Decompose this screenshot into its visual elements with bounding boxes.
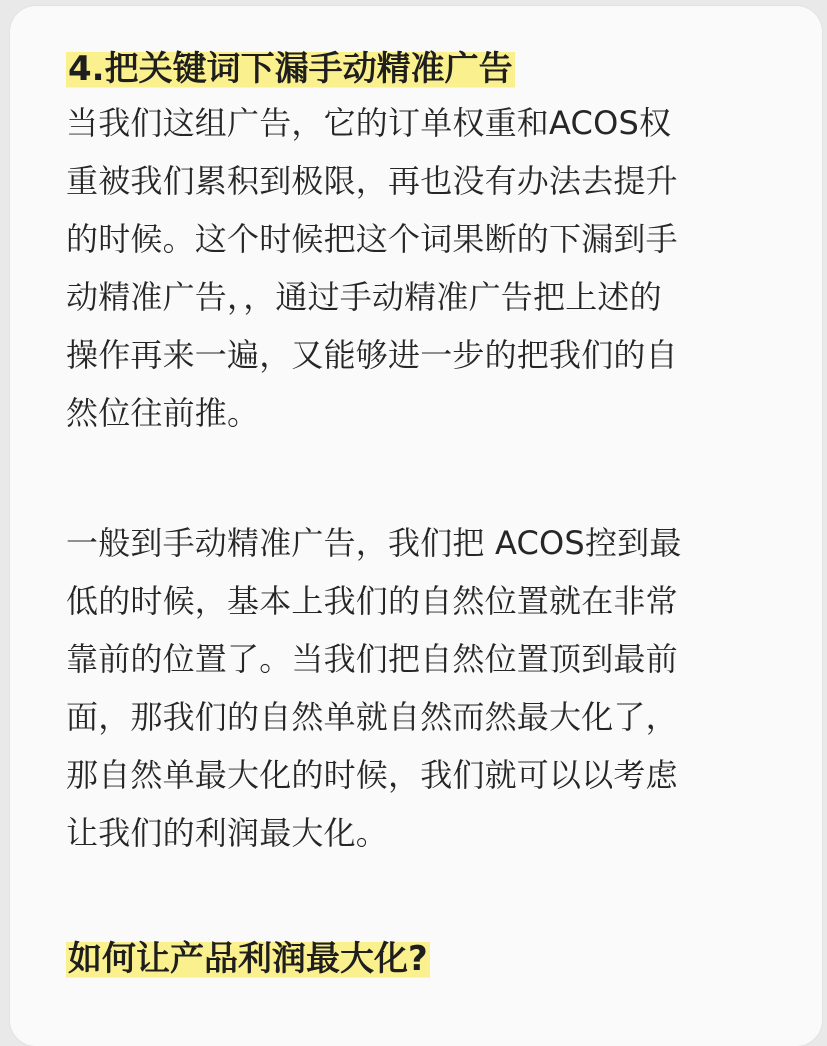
section-heading-keyword	[66, 46, 786, 92]
heading-highlight: 如何让产品利润最大化?	[68, 939, 428, 979]
paragraph-line: 的时候。这个时候把这个词果断的下漏到手	[66, 220, 678, 258]
section-heading-profit	[66, 936, 786, 982]
paragraph-line: 当我们这组广告，它的订单权重和ACOS权	[66, 104, 672, 142]
article-content	[66, 46, 786, 982]
article-card	[10, 6, 822, 1046]
paragraph-line: 那自然单最大化的时候，我们就可以以考虑	[66, 756, 678, 794]
paragraph-line: 重被我们累积到极限，再也没有办法去提升	[66, 162, 678, 200]
heading-highlight: 4.把关键词下漏手动精准广告	[68, 49, 513, 89]
paragraph-line: 操作再来一遍，又能够进一步的把我们的自	[66, 336, 678, 374]
paragraph-acos-control	[66, 514, 786, 862]
paragraph-line: 然位往前推。	[66, 394, 260, 432]
paragraph-line: 动精准广告，，通过手动精准广告把上述的	[66, 278, 662, 316]
paragraph-line: 让我们的利润最大化。	[66, 814, 389, 852]
paragraph-line: 低的时候，基本上我们的自然位置就在非常	[66, 582, 678, 620]
paragraph-keyword-downflow	[66, 94, 786, 442]
paragraph-line: 靠前的位置了。当我们把自然位置顶到最前	[66, 640, 678, 678]
paragraph-line: 面，那我们的自然单就自然而然最大化了，	[66, 698, 678, 736]
paragraph-line: 一般到手动精准广告，我们把 ACOS控到最	[66, 524, 682, 562]
